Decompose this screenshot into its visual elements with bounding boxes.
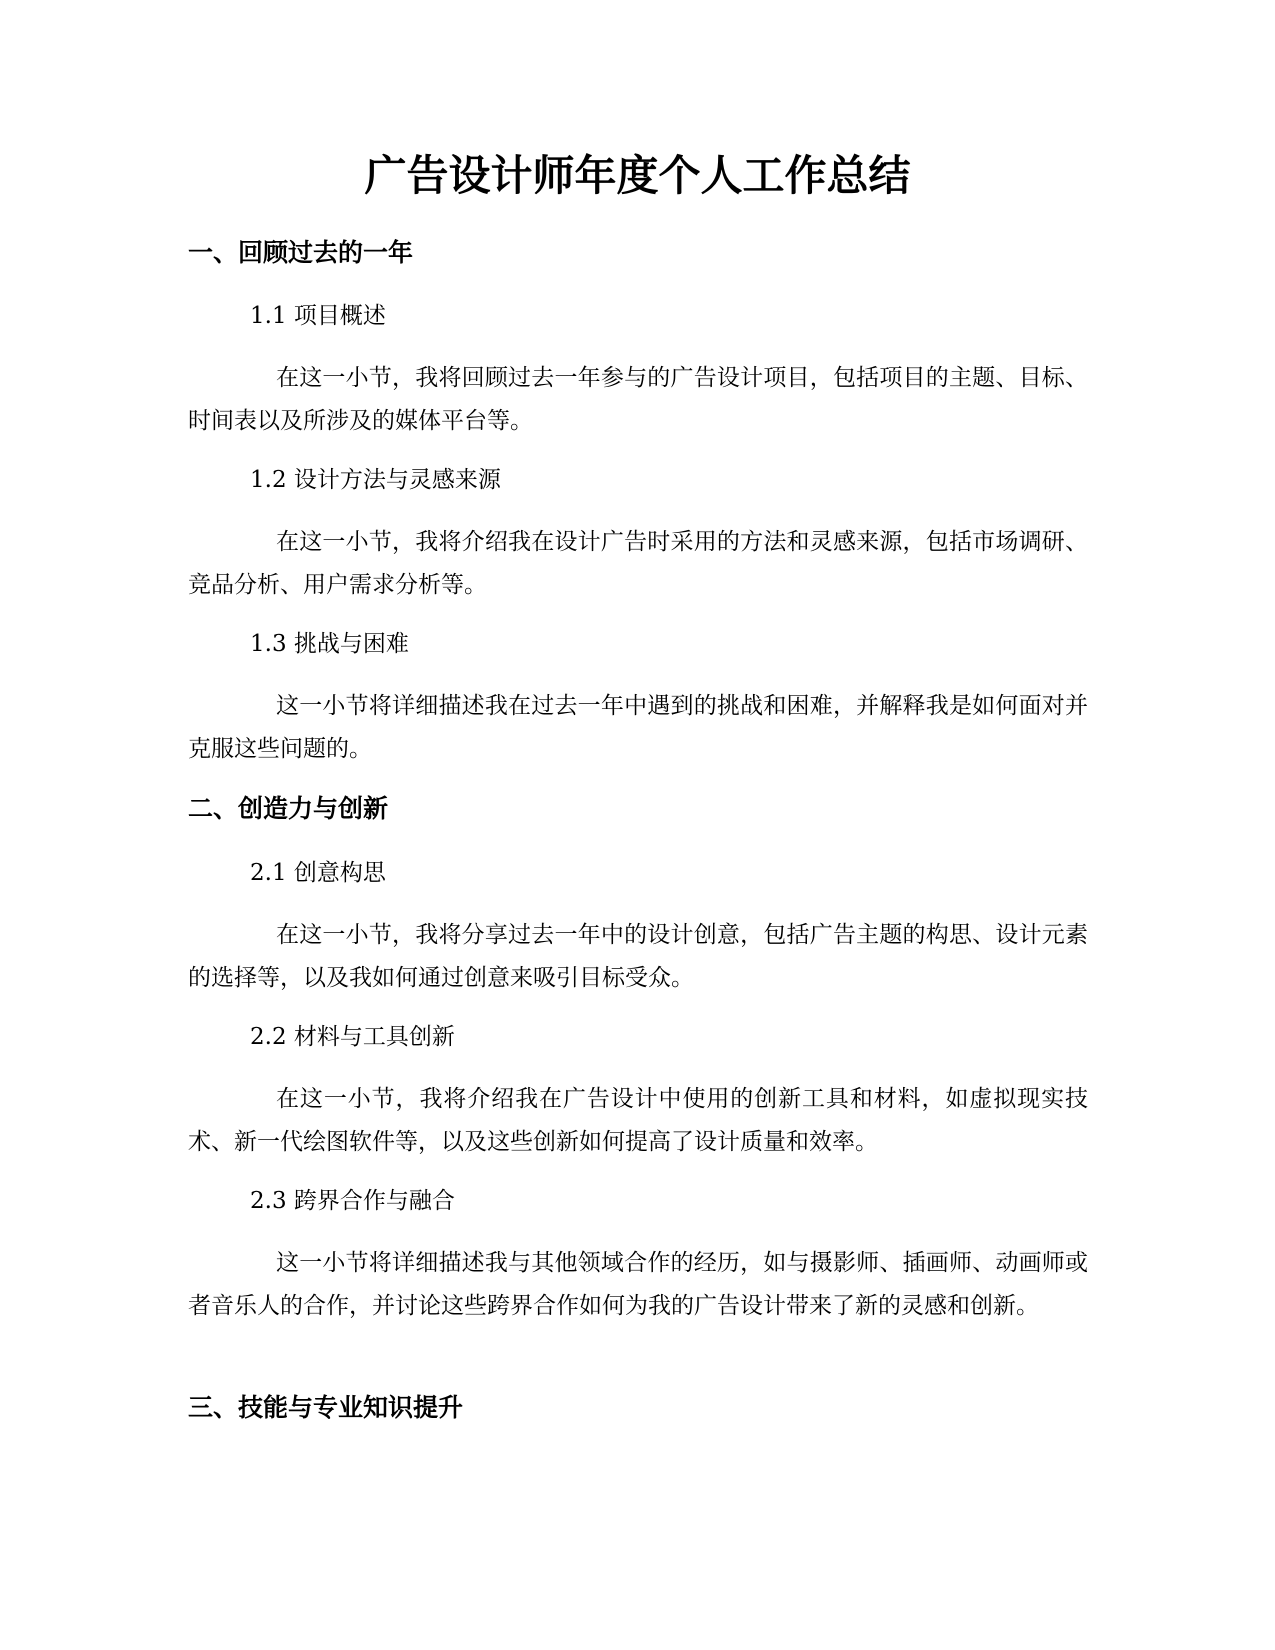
paragraph-1-2: 在这一小节，我将介绍我在设计广告时采用的方法和灵感来源，包括市场调研、竞品分析、用户需求分析等。 <box>188 529 1088 598</box>
paragraph-1-3: 这一小节将详细描述我在过去一年中遇到的挑战和困难，并解释我是如何面对并克服这些问题的。 <box>188 693 1088 762</box>
paragraph-2-1: 在这一小节，我将分享过去一年中的设计创意，包括广告主题的构思、设计元素的选择等，以及我如何通过创意来吸引目标受众。 <box>188 922 1088 991</box>
section-heading-2: 二、创造力与创新 <box>188 794 389 823</box>
paragraph-2-3: 这一小节将详细描述我与其他领域合作的经历，如与摄影师、插画师、动画师或者音乐人的合作，并讨论这些跨界合作如何为我的广告设计带来了新的灵感和创新。 <box>188 1250 1088 1319</box>
subsection-heading-1-2: 1.2 设计方法与灵感来源 <box>250 467 501 493</box>
subsection-heading-1-1: 1.1 项目概述 <box>250 303 386 329</box>
subsection-heading-2-2: 2.2 材料与工具创新 <box>250 1024 455 1050</box>
subsection-heading-2-3: 2.3 跨界合作与融合 <box>250 1188 455 1214</box>
paragraph-2-2: 在这一小节，我将介绍我在广告设计中使用的创新工具和材料，如虚拟现实技术、新一代绘图软件等，以及这些创新如何提高了设计质量和效率。 <box>188 1086 1088 1155</box>
subsection-heading-2-1: 2.1 创意构思 <box>250 860 386 886</box>
document-title: 广告设计师年度个人工作总结 <box>364 151 911 200</box>
subsection-heading-1-3: 1.3 挑战与困难 <box>250 631 409 657</box>
section-heading-1: 一、回顾过去的一年 <box>188 238 414 267</box>
paragraph-1-1: 在这一小节，我将回顾过去一年参与的广告设计项目，包括项目的主题、目标、时间表以及所涉及的媒体平台等。 <box>188 365 1088 434</box>
section-heading-3: 三、技能与专业知识提升 <box>188 1393 464 1422</box>
